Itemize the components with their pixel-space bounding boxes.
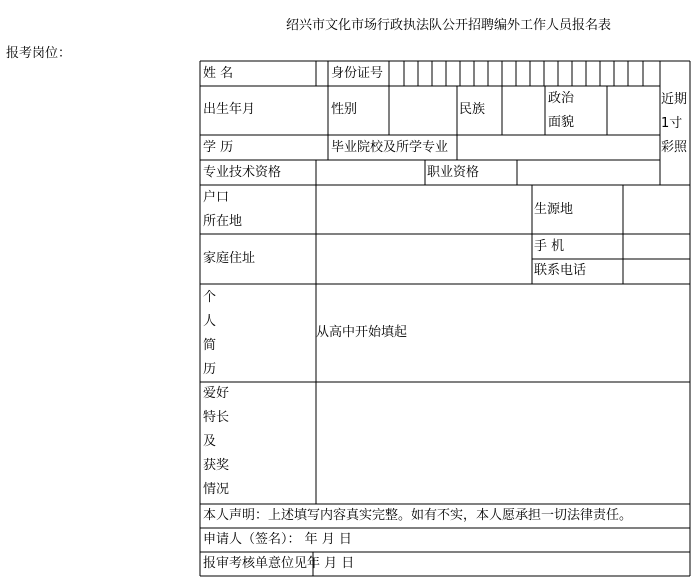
signature-line: 申请人（签名）： 年 月 日 bbox=[203, 532, 352, 547]
id-label: 身份证号 bbox=[331, 66, 384, 81]
phone-label: 联系电话 bbox=[534, 263, 587, 278]
photo-label: 近期 1寸 彩照 bbox=[661, 92, 688, 155]
birth-label: 出生年月 bbox=[203, 102, 256, 117]
political-label: 政治 面貌 bbox=[548, 91, 575, 130]
post-label: 报考岗位： bbox=[6, 46, 72, 61]
resume-label: 个 人 简 历 bbox=[203, 290, 217, 377]
resume-hint: 从高中开始填起 bbox=[316, 325, 408, 340]
school-label: 毕业院校及所学专业 bbox=[331, 140, 449, 155]
origin-label: 生源地 bbox=[534, 202, 574, 217]
career-label: 职业资格 bbox=[427, 165, 480, 180]
review-line: 报审考核单意位见年 月 日 bbox=[203, 556, 355, 571]
address-label: 家庭住址 bbox=[203, 251, 256, 266]
declaration-text: 本人声明：上述填写内容真实完整。如有不实，本人愿承担一切法律责任。 bbox=[203, 508, 633, 523]
education-label: 学 历 bbox=[203, 140, 234, 155]
ethnic-label: 民族 bbox=[459, 102, 486, 117]
hukou-label: 户口 所在地 bbox=[203, 190, 243, 229]
form-title: 绍兴市文化市场行政执法队公开招聘编外工作人员报名表 bbox=[285, 18, 611, 33]
hobby-label: 爱好 特长 及 获奖 情况 bbox=[203, 386, 230, 497]
mobile-label: 手 机 bbox=[534, 239, 565, 254]
name-label: 姓 名 bbox=[203, 66, 234, 81]
gender-label: 性别 bbox=[331, 102, 358, 117]
tech-label: 专业技术资格 bbox=[203, 165, 282, 180]
